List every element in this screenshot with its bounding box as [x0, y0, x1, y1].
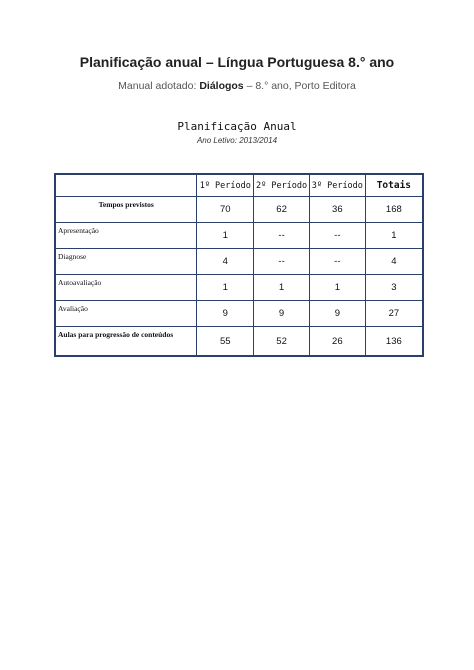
- cell-total: 3: [365, 275, 423, 301]
- header-period-3: 3º Período: [309, 174, 365, 197]
- row-label: Aulas para progressão de conteúdos: [55, 327, 197, 357]
- cell-period-2: --: [254, 223, 310, 249]
- cell-period-3: --: [309, 223, 365, 249]
- cell-period-2: --: [254, 249, 310, 275]
- cell-period-1: 1: [197, 223, 254, 249]
- cell-period-3: --: [309, 249, 365, 275]
- cell-period-1: 70: [197, 197, 254, 223]
- section-title: Planificação Anual: [177, 120, 297, 133]
- row-label: Autoavaliação: [55, 275, 197, 301]
- cell-total: 1: [365, 223, 423, 249]
- cell-period-2: 52: [254, 327, 310, 357]
- header-period-2: 2º Período: [254, 174, 310, 197]
- table-row: [55, 249, 423, 275]
- cell-period-1: 9: [197, 301, 254, 327]
- school-year: Ano Letivo: 2013/2014: [196, 136, 278, 145]
- manual-suffix: – 8.° ano, Porto Editora: [243, 80, 356, 92]
- header-totals: Totais: [365, 174, 423, 197]
- row-label: Diagnose: [55, 249, 197, 275]
- row-label: Tempos previstos: [55, 197, 197, 223]
- header-cell-empty: [55, 174, 197, 197]
- cell-total: 136: [365, 327, 423, 357]
- planning-table: [54, 173, 424, 357]
- cell-period-2: 9: [254, 301, 310, 327]
- cell-period-1: 55: [197, 327, 254, 357]
- table-header-row: [55, 174, 423, 197]
- header-period-1: 1º Período: [197, 174, 254, 197]
- cell-total: 168: [365, 197, 423, 223]
- cell-period-1: 1: [197, 275, 254, 301]
- table-row: [55, 301, 423, 327]
- cell-period-1: 4: [197, 249, 254, 275]
- document-title: Planificação anual – Língua Portuguesa 8.° ano: [79, 54, 395, 70]
- cell-total: 27: [365, 301, 423, 327]
- cell-period-3: 9: [309, 301, 365, 327]
- row-label: Apresentação: [55, 223, 197, 249]
- row-label: Avaliação: [55, 301, 197, 327]
- cell-period-3: 26: [309, 327, 365, 357]
- table-row: [55, 197, 423, 223]
- cell-period-3: 1: [309, 275, 365, 301]
- table-row: [55, 275, 423, 301]
- cell-period-2: 1: [254, 275, 310, 301]
- manual-info: [0, 80, 474, 92]
- table-row: [55, 223, 423, 249]
- cell-period-3: 36: [309, 197, 365, 223]
- manual-book-title: Diálogos: [199, 80, 244, 92]
- manual-prefix: Manual adotado:: [118, 80, 200, 92]
- cell-period-2: 62: [254, 197, 310, 223]
- cell-total: 4: [365, 249, 423, 275]
- table-row: [55, 327, 423, 357]
